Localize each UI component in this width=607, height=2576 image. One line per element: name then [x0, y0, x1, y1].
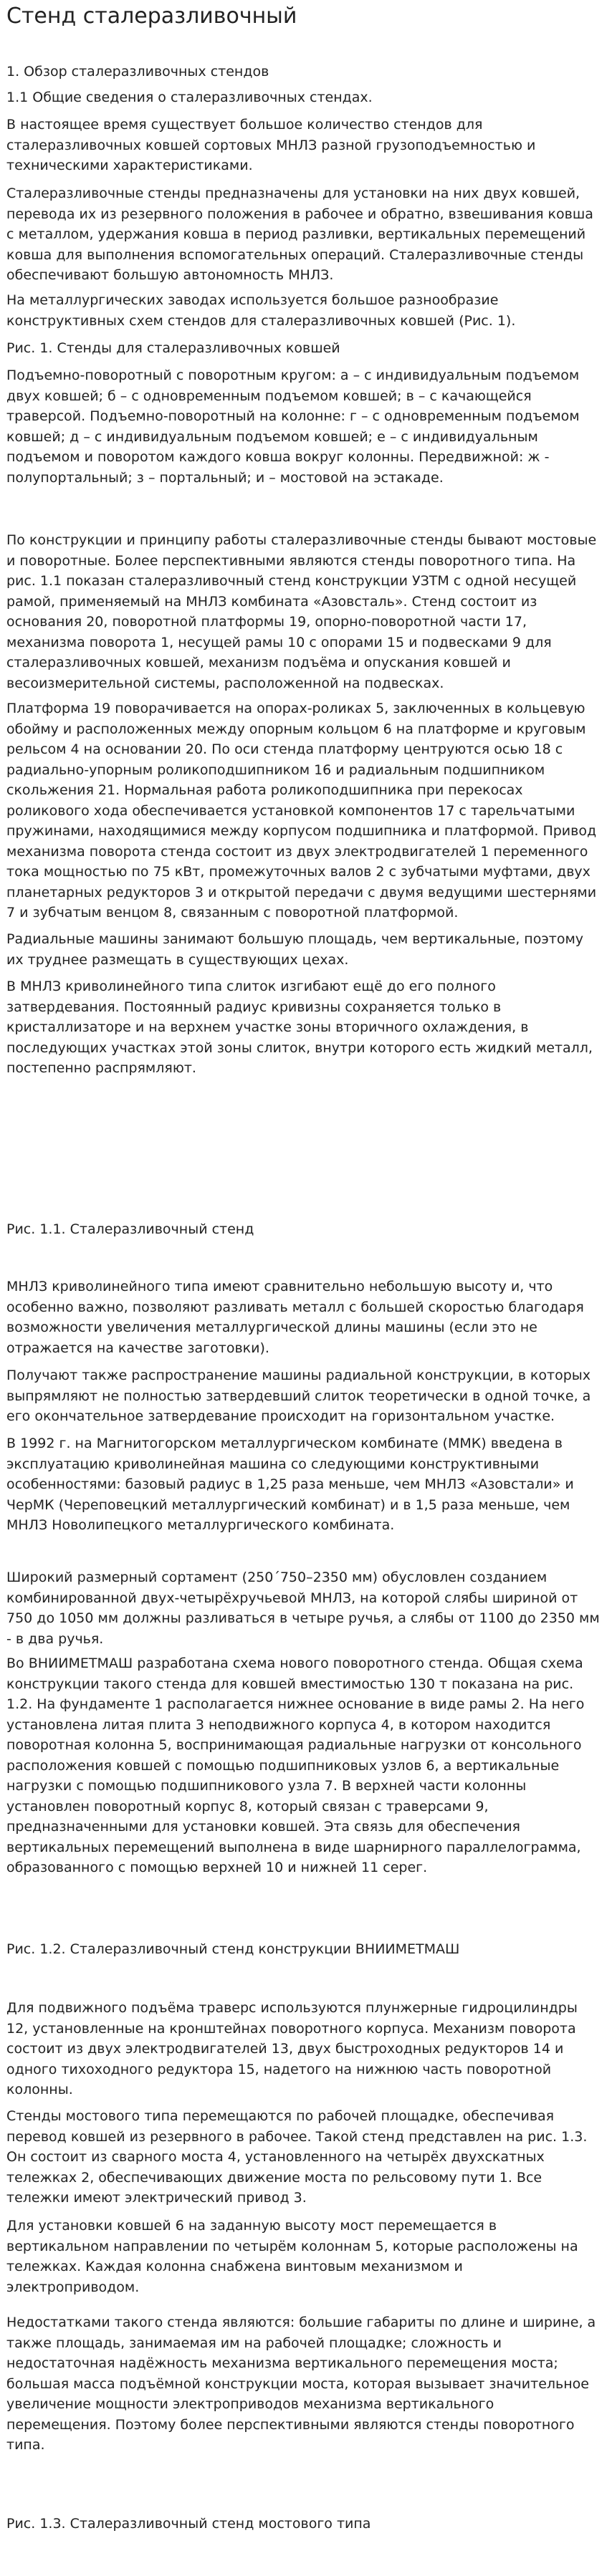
figure-caption-1-3: Рис. 1.3. Сталеразливочный стенд мостового типа	[6, 2516, 371, 2532]
paragraph-10: Получают также распространение машины радиальной конструкции, в которых выпрямляют не полностью затвердевший слиток теоретически в одной точке, а его окончательное затвердевание происходит на горизонтальном участке.	[6, 1368, 591, 1424]
paragraph-11: В 1992 г. на Магнитогорском металлургическом комбинате (ММК) введена в эксплуатацию криволинейная машина со следующими конструктивными особенностями: базовый радиус в 1,25 раза меньше, чем МНЛЗ «Азовстали» и ЧерМК (Череповецкий металлургический комбинат) и в 1,5 раза меньше, чем МНЛЗ Новолипецкого металлургического комбината.	[6, 1436, 574, 1533]
paragraph-16: Для установки ковшей 6 на заданную высоту мост перемещается в вертикальном направлении по четырём колоннам 5, которые расположены на тележках. Каждая колонна снабжена винтовым механизмом и электроприводом.	[6, 2218, 578, 2295]
section-heading-1: 1. Обзор сталеразливочных стендов	[6, 64, 269, 80]
paragraph-7: Радиальные машины занимают большую площадь, чем вертикальные, поэтому их труднее размещать в существующих цехах.	[6, 931, 584, 968]
paragraph-9: МНЛЗ криволинейного типа имеют сравнительно небольшую высоту и, что особенно важно, позволяют разливать металл с большей скоростью благодаря возможности увеличения металлургической длины машины (если это не отражается на качестве заготовки).	[6, 1279, 584, 1356]
paragraph-6: Платформа 19 поворачивается на опорах-роликах 5, заключенных в кольцевую обойму и расположенных между опорным кольцом 6 на платформе и круговым рельсом 4 на основании 20. По оси стенда платформу центруются осью 18 с радиально-упорным роликоподшипником 16 и радиальным подшипником скольжения 21. Нормальная работа роликоподшипника при перекосах роликового хода обеспечивается установкой компонентов 17 с тарельчатыми пружинами, находящимися между корпусом подшипника и платформой. Привод механизма поворота стенда состоит из двух электродвигателей 1 переменного тока мощностью по 75 кВт, промежуточных валов 2 с зубчатыми муфтами, двух планетарных редукторов 3 и открытой передачи с двумя ведущими шестернями 7 и зубчатым венцом 8, связанным с поворотной платформой.	[6, 701, 597, 921]
figure-caption-1-2: Рис. 1.2. Сталеразливочный стенд конструкции ВНИИМЕТМАШ	[6, 1941, 460, 1957]
subsection-heading-1-1: 1.1 Общие сведения о сталеразливочных стендах.	[6, 90, 373, 105]
paragraph-15: Стенды мостового типа перемещаются по рабочей площадке, обеспечивая перевод ковшей из резервного в рабочее. Такой стенд представлен на рис. 1.3. Он состоит из сварного моста 4, установленного на четырёх двухскатных тележках 2, обеспечивающих движение моста по рельсовому пути 1. Все тележки имеют электрический привод 3.	[6, 2108, 588, 2206]
paragraph-4: Подъемно-поворотный с поворотным кругом: а – с индивидуальным подъемом двух ковшей; б – с одновременным подъемом ковшей; в – с качающейся траверсой. Подъемно-поворотный на колонне: г – с одновременным подъемом ковшей; д – с индивидуальным подъемом ковшей; е – с индивидуальным подъемом и поворотом каждого ковша вокруг колонны. Передвижной: ж - полупортальный; з – портальный; и – мостовой на эстакаде.	[6, 367, 580, 486]
paragraph-3: На металлургических заводах используется большое разнообразие конструктивных схем стендов для сталеразливочных ковшей (Рис. 1).	[6, 292, 516, 329]
figure-caption-1-1: Рис. 1.1. Сталеразливочный стенд	[6, 1221, 254, 1237]
paragraph-1: В настоящее время существует большое количество стендов для сталеразливочных ковшей сортовых МНЛЗ разной грузоподъемностью и техническими характеристиками.	[6, 117, 536, 173]
figure-caption-1: Рис. 1. Стенды для сталеразливочных ковшей	[6, 340, 340, 356]
paragraph-5: По конструкции и принципу работы сталеразливочные стенды бывают мостовые и поворотные. Более перспективными являются стенды поворотного типа. На рис. 1.1 показан сталеразливочный стенд конструкции УЗТМ с одной несущей рамой, применяемый на МНЛЗ комбината «Азовсталь». Стенд состоит из основания 20, поворотной платформы 19, опорно-поворотной части 17, механизма поворота 1, несущей рамы 10 с опорами 15 и подвесками 9 для сталеразливочных ковшей, механизм подъёма и опускания ковшей и весоизмерительной системы, расположенной на подвесках.	[6, 532, 597, 691]
page-title: Стенд сталеразливочный	[6, 4, 297, 29]
paragraph-13: Во ВНИИМЕТМАШ разработана схема нового поворотного стенда. Общая схема конструкции такого стенда для ковшей вместимостью 130 т показана на рис. 1.2. На фундаменте 1 располагается нижнее основание в виде рамы 2. На него установлена литая плита 3 неподвижного корпуса 4, в котором находится поворотная колонна 5, воспринимающая радиальные нагрузки от консольного расположения ковшей с помощью подшипниковых узлов 6, а вертикальные нагрузки с помощью подшипникового узла 7. В верхней части колонны установлен поворотный корпус 8, который связан с траверсами 9, предназначенными для установки ковшей. Эта связь для обеспечения вертикальных перемещений выполнена в виде шарнирного параллелограмма, образованного с помощью верхней 10 и нижней 11 серег.	[6, 1655, 585, 1875]
paragraph-17: Недостатками такого стенда являются: большие габариты по длине и ширине, а также площадь, занимаемая им на рабочей площадке; сложность и недостаточная надёжность механизма вертикального перемещения моста; большая масса подъёмной конструкции моста, которая вызывает значительное увеличение мощности электроприводов механизма вертикального перемещения. Поэтому более перспективными являются стенды поворотного типа.	[6, 2315, 596, 2453]
paragraph-2: Сталеразливочные стенды предназначены для установки на них двух ковшей, перевода их из резервного положения в рабочее и обратно, взвешивания ковша с металлом, удержания ковша в период разливки, вертикальных перемещений ковша для выполнения вспомогательных операций. Сталеразливочные стенды обеспечивают большую автономность МНЛЗ.	[6, 186, 593, 283]
paragraph-8: В МНЛЗ криволинейного типа слиток изгибают ещё до его полного затвердевания. Постоянный радиус кривизны сохраняется только в кристаллизаторе и на верхнем участке зоны вторичного охлаждения, в последующих участках этой зоны слиток, внутри которого есть жидкий металл, постепенно распрямляют.	[6, 979, 593, 1076]
paragraph-12: Широкий размерный сортамент (250´750–2350 мм) обусловлен созданием комбинированной двух-четырёхручьевой МНЛЗ, на которой слябы шириной от 750 до 1050 мм должны разливаться в четыре ручья, а слябы от 1100 до 2350 мм - в два ручья.	[6, 1570, 600, 1647]
paragraph-14: Для подвижного подъёма траверс используются плунжерные гидроцилиндры 12, установленные на кронштейнах поворотного корпуса. Механизм поворота состоит из двух электродвигателей 13, двух быстроходных редукторов 14 и одного тихоходного редуктора 15, надетого на нижнюю часть поворотной колонны.	[6, 2000, 578, 2097]
